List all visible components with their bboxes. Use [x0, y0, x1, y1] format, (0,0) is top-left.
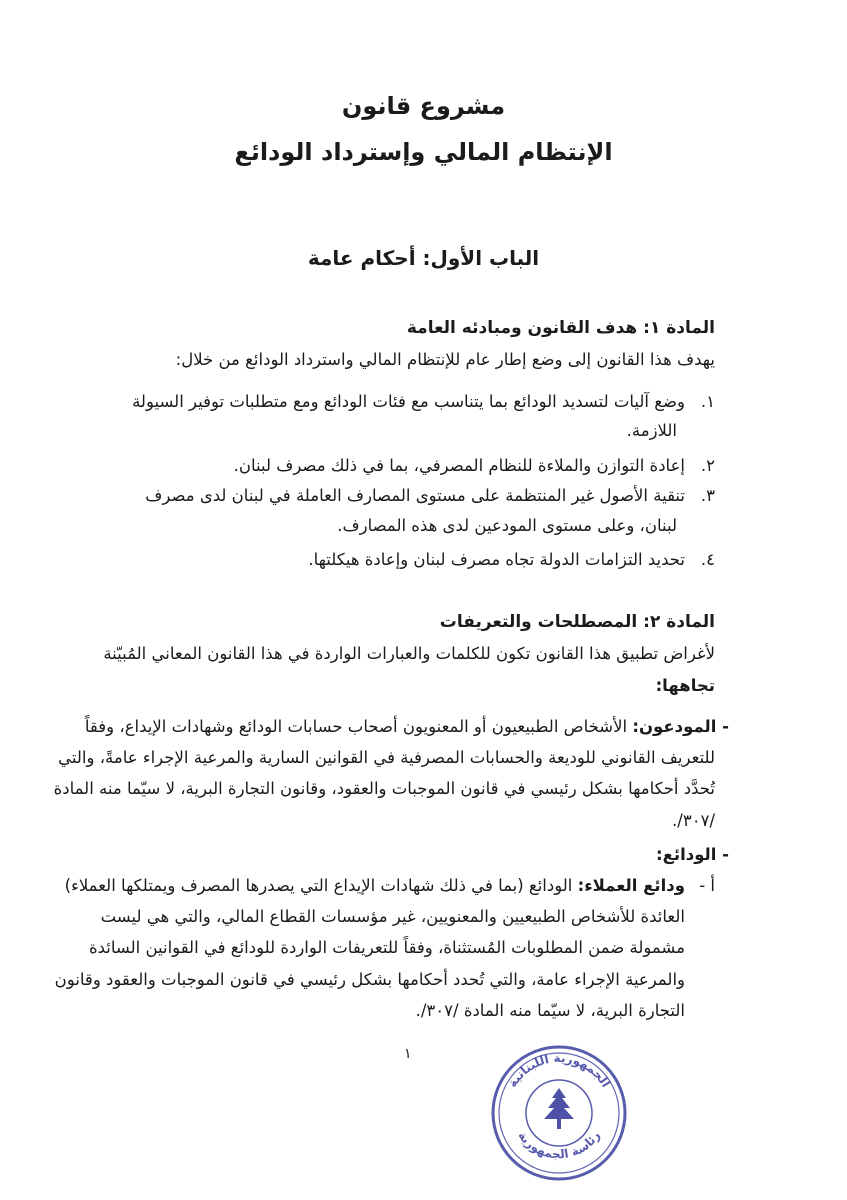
article1-intro: يهدف هذا القانون إلى وضع إطار عام للإنتظام المالي واسترداد الودائع من خلال: [175, 350, 715, 369]
client-deposits-line5: التجارة البرية، لا سيّما منه المادة /٣٠٧/. [415, 1001, 685, 1020]
item-text: تحديد التزامات الدولة تجاه مصرف لبنان وإعادة هيكلتها. [308, 550, 685, 569]
document-title-line1: مشروع قانون [341, 92, 506, 120]
article1-item-1 [132, 392, 715, 411]
item-text: وضع آليات لتسديد الودائع بما يتناسب مع فئات الودائع ومع متطلبات توفير السيولة [132, 392, 685, 411]
item-number: ٢. [700, 456, 715, 475]
document-title-line2: الإنتظام المالي وإسترداد الودائع [234, 138, 613, 166]
article1-heading: المادة ١: هدف القانون ومبادئه العامة [406, 318, 715, 338]
item-number: ٣. [700, 486, 715, 505]
article1-item-2 [234, 456, 715, 475]
definition-deposits-term: - الودائع: [656, 845, 729, 864]
article1-item-3 [145, 486, 715, 505]
svg-text:رئاسة الجمهورية: رئاسة الجمهورية [515, 1128, 603, 1162]
depositors-line4: /٣٠٧/. [672, 811, 715, 830]
item-number: ٤. [700, 550, 715, 569]
depositors-line2: للتعريف القانوني للوديعة والحسابات المصرفية في القوانين السارية والمرعية الإجراء عامةً، والتي [58, 748, 715, 767]
article2-heading: المادة ٢: المصطلحات والتعريفات [439, 612, 715, 632]
definition-term: ودائع العملاء: [577, 876, 685, 895]
article1-item-1-cont: اللازمة. [626, 421, 677, 440]
item-text: إعادة التوازن والملاءة للنظام المصرفي، بما في ذلك مصرف لبنان. [233, 456, 685, 475]
chapter-heading: الباب الأول: أحكام عامة [307, 246, 540, 270]
presidency-stamp [488, 1042, 630, 1184]
sub-letter: أ - [699, 876, 715, 895]
client-deposits-line4: والمرعية الإجراء عامة، والتي تُحدد أحكامها بشكل رئيسي في قانون الموجبات والعقود وقانون [54, 970, 685, 989]
definition-term: - المودعون: [632, 717, 729, 736]
client-deposits-line2: العائدة للأشخاص الطبيعيين والمعنويين، غير مؤسسات القطاع المالي، والتي هي ليست [100, 907, 685, 926]
article1-item-3-cont: لبنان، وعلى مستوى المودعين لدى هذه المصارف. [337, 516, 677, 535]
definition-text: الأشخاص الطبيعيون أو المعنويون أصحاب حسابات الودائع وشهادات الإيداع، وفقاً [84, 717, 628, 736]
article2-intro-line2: تجاهها: [655, 676, 715, 695]
svg-text:الجمهورية اللبنانية: الجمهورية اللبنانية [505, 1050, 614, 1090]
client-deposits-line3: مشمولة ضمن المطلوبات المُستثناة، وفقاً للتعريفات الواردة للودائع في القوانين السائدة [88, 938, 685, 957]
definition-client-deposits [65, 876, 715, 895]
page-number: ١ [404, 1046, 412, 1062]
item-text: تنقية الأصول غير المنتظمة على مستوى المصارف العاملة في لبنان لدى مصرف [145, 486, 685, 505]
article1-item-4 [308, 550, 715, 569]
definition-text: الودائع (بما في ذلك شهادات الإيداع التي يصدرها المصرف ويمتلكها العملاء) [64, 876, 573, 895]
item-number: ١. [700, 392, 715, 411]
definition-depositors [85, 717, 729, 736]
depositors-line3: تُحدَّد أحكامها بشكل رئيسي في قانون الموجبات والعقود، وقانون التجارة البرية، لا سيّما منه المادة [53, 779, 715, 798]
cedar-icon [544, 1088, 574, 1129]
article2-intro-line1: لأغراض تطبيق هذا القانون تكون للكلمات والعبارات الواردة في هذا القانون المعاني المُبيّنة [103, 644, 715, 663]
